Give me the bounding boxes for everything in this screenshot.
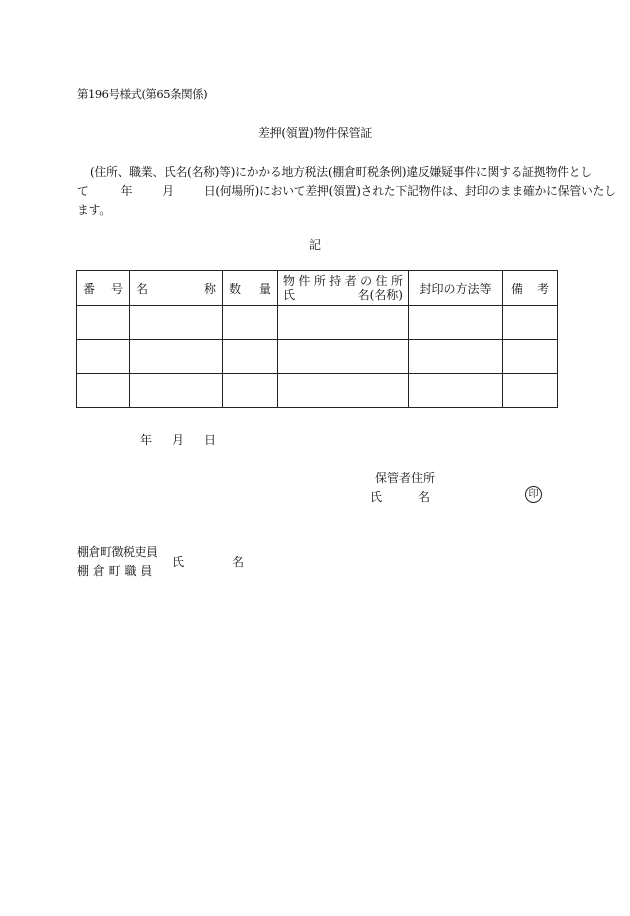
date-day: 日 [204,433,217,447]
table-cell[interactable] [77,306,130,340]
official-title-2: 棚 倉 町 職 員 [77,564,153,578]
table-row [77,374,558,408]
table-cell[interactable] [503,306,558,340]
seal-icon: 印 [525,486,542,503]
header-owner [278,271,409,306]
body-line-2-month: 月 [162,184,174,198]
official-name-char: 名 [232,555,245,569]
table-header-row [77,271,558,306]
body-line-2-rest: 日(何場所)において差押(領置)された下記物件は、封印のまま確かに保管いたし [203,184,616,198]
document-title: 差押(領置)物件保管証 [257,126,373,140]
custodian-name-label [370,488,430,505]
table-cell[interactable] [503,340,558,374]
owner-char: 所 [313,274,326,288]
body-line-2 [77,182,616,199]
owner-char: 物 [283,274,296,288]
table-cell[interactable] [409,374,503,408]
header-remarks-char: 考 [536,281,549,296]
custodian-address-label: 保管者住所 [375,471,436,485]
header-remarks [503,271,558,306]
header-quantity-char: 量 [258,281,271,296]
table-cell[interactable] [77,340,130,374]
header-name [130,271,223,306]
header-quantity-char: 数 [229,281,242,296]
table-cell[interactable] [130,340,223,374]
table-cell[interactable] [409,340,503,374]
owner-char: 住 [375,274,388,288]
table-cell[interactable] [409,306,503,340]
official-title-1: 棚倉町徴税吏員 [77,545,158,559]
date-line [140,431,216,448]
owner-char: 件 [298,274,311,288]
table-cell[interactable] [503,374,558,408]
table-cell[interactable] [278,306,409,340]
owner-char: の [360,274,373,288]
header-seal-method: 封印の方法等 [409,271,503,306]
table-cell[interactable] [278,374,409,408]
table-cell[interactable] [223,306,278,340]
official-name-label [172,553,244,570]
header-number-char: 番 [83,281,96,296]
body-line-2-prefix: て [77,184,89,198]
body-line-1: (住所、職業、氏名(名称)等)にかかる地方税法(棚倉町税条例)違反嫌疑事件に関する証拠物件とし [90,165,592,179]
table-cell[interactable] [77,374,130,408]
owner-name-char: 名(名称) [357,288,403,302]
date-month: 月 [172,433,185,447]
header-quantity [223,271,278,306]
owner-char: 者 [344,274,357,288]
table-cell[interactable] [278,340,409,374]
items-table [76,270,558,408]
ki-heading: 記 [308,238,321,252]
official-name-char: 氏 [172,555,185,569]
table-row [77,340,558,374]
header-name-char: 名 [136,281,149,296]
body-line-2-year: 年 [120,184,133,198]
owner-char: 持 [329,274,342,288]
owner-char: 所 [390,274,403,288]
header-remarks-char: 備 [511,281,524,296]
date-year: 年 [140,433,153,447]
table-cell[interactable] [130,306,223,340]
table-row [77,306,558,340]
custodian-name-char: 名 [418,490,431,504]
header-name-char: 称 [203,281,216,296]
owner-name-char: 氏 [283,288,296,302]
body-line-3: ます。 [77,203,111,217]
form-number: 第196号様式(第65条関係) [77,87,208,101]
header-number-char: 号 [110,281,123,296]
table-cell[interactable] [223,374,278,408]
table-cell[interactable] [130,374,223,408]
custodian-name-char: 氏 [370,490,383,504]
header-number [77,271,130,306]
table-cell[interactable] [223,340,278,374]
